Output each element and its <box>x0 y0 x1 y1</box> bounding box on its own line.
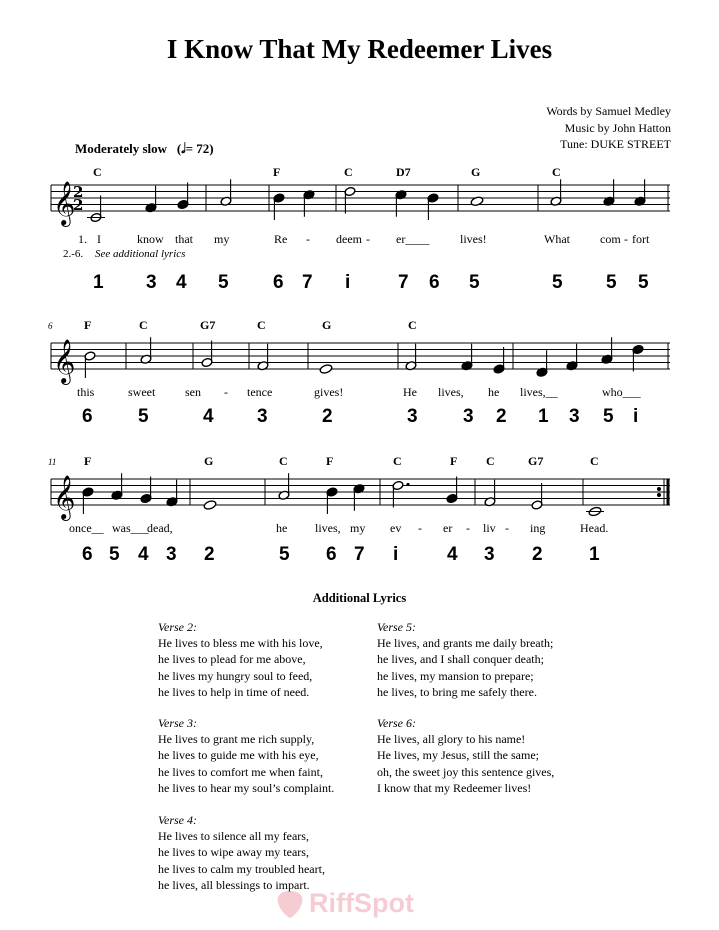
scale-number: 3 <box>257 406 268 427</box>
tempo-open: ( <box>176 141 182 156</box>
lyric-syllable: know <box>137 232 164 246</box>
lyric-syllable: ev <box>390 521 402 535</box>
chord-symbol: F <box>273 165 281 179</box>
verse-range-label: 2.-6. <box>63 248 84 260</box>
verse-block <box>377 715 554 796</box>
chord-symbol: C <box>393 454 402 468</box>
scale-number: 4 <box>138 544 149 565</box>
scale-number: 3 <box>407 406 418 427</box>
lyric-syllable: com <box>600 232 621 246</box>
scale-number: 5 <box>469 272 480 293</box>
chord-symbol: F <box>84 454 92 468</box>
scale-number: 6 <box>429 272 440 293</box>
see-additional-lyrics-note: See additional lyrics <box>95 248 186 260</box>
scale-number: 2 <box>204 544 215 565</box>
lyric-syllable: that <box>175 232 193 246</box>
verse-line: he lives to comfort me when faint, <box>158 764 323 779</box>
lyric-syllable: - <box>224 385 228 399</box>
lyric-syllable: er____ <box>396 232 430 246</box>
time-signature-top: 2 <box>73 183 84 201</box>
scale-number: 5 <box>138 406 149 427</box>
credit-tune: Tune: DUKE STREET <box>560 137 671 151</box>
lyric-syllable: deem <box>336 232 362 246</box>
verse-block <box>158 619 323 700</box>
guitar-pick-icon <box>275 889 305 919</box>
verse-line: He lives, and grants me daily breath; <box>377 636 554 651</box>
lyric-syllable: - <box>418 521 422 535</box>
verse-line: he lives to plead for me above, <box>158 652 306 667</box>
scale-number: 5 <box>218 272 229 293</box>
lyric-syllable: lives,__ <box>520 385 558 399</box>
chord-symbol: G <box>204 454 214 468</box>
lyric-syllable: sen <box>185 385 201 399</box>
scale-number: 3 <box>569 406 580 427</box>
chord-symbol: F <box>450 454 458 468</box>
verse-line: he lives to help in time of need. <box>158 684 310 699</box>
verse-line: I know that my Redeemer lives! <box>377 780 532 795</box>
chord-symbol: F <box>326 454 334 468</box>
scale-number: 5 <box>279 544 290 565</box>
treble-clef-icon: 𝄞 <box>53 475 76 519</box>
chord-symbol: C <box>139 318 148 332</box>
scale-number: 1 <box>538 406 549 427</box>
lyric-syllable: - <box>306 232 310 246</box>
chord-symbol: G7 <box>200 318 216 332</box>
chord-symbol: C <box>344 165 353 179</box>
lyric-syllable: lives, <box>438 385 464 399</box>
chord-symbol: C <box>590 454 599 468</box>
scale-number: 3 <box>166 544 177 565</box>
lyric-syllable: ing <box>530 521 546 535</box>
verse-line: oh, the sweet joy this sentence gives, <box>377 764 555 779</box>
verse-line: he lives to calm my troubled heart, <box>158 861 325 876</box>
lyric-syllable: my <box>350 521 366 535</box>
lyric-syllable: I <box>97 232 101 246</box>
lyric-syllable: he <box>276 521 288 535</box>
scale-number: 3 <box>463 406 474 427</box>
measure-number: 11 <box>48 457 57 467</box>
scale-number: 3 <box>484 544 495 565</box>
scale-number: 5 <box>552 272 563 293</box>
lyric-syllable: tence <box>247 385 273 399</box>
verse-line: He lives to grant me rich supply, <box>158 732 315 747</box>
scale-number: 5 <box>638 272 649 293</box>
verse-block <box>158 715 334 796</box>
scale-number: 1 <box>93 272 104 293</box>
lyric-syllable: my <box>214 232 230 246</box>
scale-number: 7 <box>302 272 313 293</box>
lyric-syllable: fort <box>632 232 650 246</box>
measure-number: 6 <box>48 321 53 331</box>
verse-block <box>377 619 553 700</box>
credit-music: Music by John Hatton <box>564 121 671 135</box>
verse-line: he lives my hungry soul to feed, <box>158 668 313 683</box>
verse-label: Verse 2: <box>158 620 197 634</box>
lyric-syllable: - <box>466 521 470 535</box>
lyric-syllable: lives! <box>460 232 487 246</box>
verse-label: Verse 6: <box>377 716 416 730</box>
scale-number: 7 <box>354 544 365 565</box>
verse-label: Verse 3: <box>158 716 197 730</box>
scale-number: 5 <box>603 406 614 427</box>
tempo-label: Moderately slow <box>75 141 168 156</box>
lyric-syllable: once__ <box>69 521 104 535</box>
lyric-syllable: - <box>366 232 370 246</box>
lyric-syllable: What <box>544 232 570 246</box>
lyric-syllable: was___ <box>112 521 149 535</box>
scale-number: 7 <box>398 272 409 293</box>
scale-number: 4 <box>176 272 187 293</box>
note-head <box>470 196 484 207</box>
scale-number: 4 <box>203 406 214 427</box>
chord-symbol: C <box>257 318 266 332</box>
dot <box>406 483 409 486</box>
chord-symbol: D7 <box>396 165 411 179</box>
scale-number: 3 <box>146 272 157 293</box>
chord-symbol: G <box>471 165 481 179</box>
lyric-syllable: lives, <box>315 521 341 535</box>
verse-line: he lives, and I shall conquer death; <box>377 652 544 667</box>
lyric-syllable: he <box>488 385 500 399</box>
scale-number: 2 <box>322 406 333 427</box>
lyric-syllable: He <box>403 385 417 399</box>
tempo-bpm: = 72) <box>185 141 214 156</box>
verse-line: he lives to wipe away my tears, <box>158 845 309 860</box>
chord-symbol: C <box>279 454 288 468</box>
scale-number: 1 <box>589 544 600 565</box>
chord-symbol: G <box>322 318 332 332</box>
lyric-syllable: - <box>624 232 628 246</box>
lyric-syllable: er <box>443 521 453 535</box>
verse-label: Verse 5: <box>377 620 416 634</box>
note-head <box>203 500 217 511</box>
lyric-syllable: sweet <box>128 385 156 399</box>
scale-number: i <box>633 406 639 427</box>
chord-symbol: C <box>486 454 495 468</box>
watermark-brand: RiffSpot <box>309 888 414 918</box>
lyric-syllable: dead, <box>147 521 173 535</box>
verse-number: 1. <box>78 232 87 246</box>
time-signature-bottom: 2 <box>73 196 84 214</box>
scale-number: 5 <box>606 272 617 293</box>
scale-number: i <box>393 544 399 565</box>
repeat-dot <box>658 488 661 491</box>
verse-line: He lives to bless me with his love, <box>158 636 323 651</box>
lyric-syllable: who___ <box>602 385 641 399</box>
lyric-syllable: - <box>505 521 509 535</box>
chord-symbol: G7 <box>528 454 544 468</box>
chord-symbol: C <box>552 165 561 179</box>
scale-number: 6 <box>326 544 337 565</box>
lyric-syllable: gives! <box>314 385 344 399</box>
verse-line: He lives, my Jesus, still the same; <box>377 748 539 763</box>
scale-number: 6 <box>82 544 93 565</box>
lyric-syllable: Re <box>274 232 288 246</box>
chord-symbol: F <box>84 318 92 332</box>
verse-line: he lives, all blessings to impart. <box>158 877 310 892</box>
scale-number: 6 <box>273 272 284 293</box>
treble-clef-icon: 𝄞 <box>53 181 76 225</box>
verse-line: he lives, my mansion to prepare; <box>377 668 534 683</box>
chord-symbol: C <box>408 318 417 332</box>
watermark-logo <box>275 888 414 919</box>
verse-line: he lives, to bring me safely there. <box>377 684 537 699</box>
verse-line: he lives to hear my soul’s complaint. <box>158 780 335 795</box>
lyric-syllable: liv <box>483 521 496 535</box>
note-head <box>319 364 333 375</box>
treble-clef-icon: 𝄞 <box>53 339 76 383</box>
repeat-dot <box>658 494 661 497</box>
verse-line: He lives to silence all my fears, <box>158 829 309 844</box>
credit-words: Words by Samuel Medley <box>546 104 671 118</box>
lyric-syllable: this <box>77 385 95 399</box>
scale-number: i <box>345 272 351 293</box>
scale-number: 6 <box>82 406 93 427</box>
verse-line: he lives to guide me with his eye, <box>158 748 319 763</box>
scale-number: 2 <box>496 406 507 427</box>
lyric-syllable: Head. <box>580 521 609 535</box>
scale-number: 2 <box>532 544 543 565</box>
verse-line: He lives, all glory to his name! <box>377 732 526 747</box>
verse-block <box>158 812 325 893</box>
additional-lyrics-heading: Additional Lyrics <box>312 591 407 605</box>
verse-label: Verse 4: <box>158 813 197 827</box>
half-note-icon: 𝅗𝅥 <box>181 141 186 157</box>
scale-number: 5 <box>109 544 120 565</box>
scale-number: 4 <box>447 544 458 565</box>
chord-symbol: C <box>93 165 102 179</box>
page-title: I Know That My Redeemer Lives <box>166 34 553 64</box>
